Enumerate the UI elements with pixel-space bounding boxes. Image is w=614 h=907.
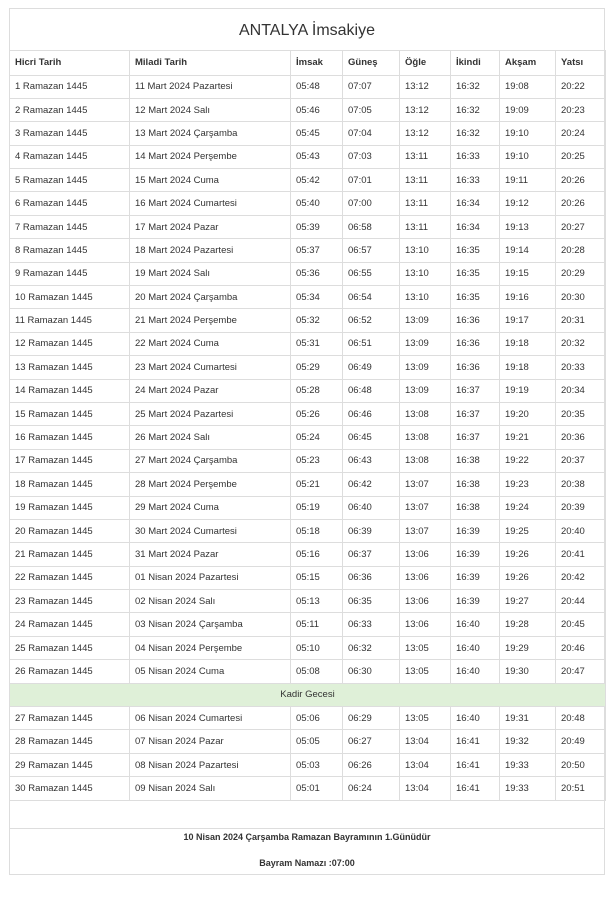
imsak-cell: 05:11: [291, 613, 343, 636]
table-row: [10, 543, 606, 566]
miladi-date-cell: 22 Mart 2024 Cuma: [130, 332, 291, 355]
gunes-cell: 07:07: [343, 75, 400, 98]
ogle-cell: 13:05: [400, 660, 451, 683]
hicri-date-cell: 23 Ramazan 1445: [10, 590, 130, 613]
gunes-cell: 06:29: [343, 707, 400, 730]
ikindi-cell: 16:34: [451, 215, 500, 238]
gunes-cell: 06:24: [343, 777, 400, 800]
ikindi-cell: 16:35: [451, 286, 500, 309]
imsak-cell: 05:16: [291, 543, 343, 566]
aksam-cell: 19:22: [500, 449, 556, 472]
ogle-cell: 13:06: [400, 543, 451, 566]
hicri-date-cell: 27 Ramazan 1445: [10, 707, 130, 730]
table-row: [10, 473, 606, 496]
imsak-cell: 05:15: [291, 566, 343, 589]
ikindi-cell: 16:32: [451, 98, 500, 121]
miladi-date-cell: 18 Mart 2024 Pazartesi: [130, 239, 291, 262]
gunes-cell: 07:04: [343, 122, 400, 145]
table-row: [10, 753, 606, 776]
table-row: [10, 215, 606, 238]
imsak-cell: 05:21: [291, 473, 343, 496]
miladi-date-cell: 21 Mart 2024 Perşembe: [130, 309, 291, 332]
header-ikindi: İkindi: [451, 51, 500, 76]
hicri-date-cell: 15 Ramazan 1445: [10, 402, 130, 425]
page-title: ANTALYA İmsakiye: [238, 22, 376, 39]
footer-divider: [9, 806, 605, 829]
table-row: [10, 192, 606, 215]
ogle-cell: 13:07: [400, 519, 451, 542]
table-row: [10, 402, 606, 425]
miladi-date-cell: 25 Mart 2024 Pazartesi: [130, 402, 291, 425]
imsak-cell: 05:05: [291, 730, 343, 753]
ogle-cell: 13:12: [400, 75, 451, 98]
hicri-date-cell: 17 Ramazan 1445: [10, 449, 130, 472]
imsak-cell: 05:39: [291, 215, 343, 238]
gunes-cell: 06:57: [343, 239, 400, 262]
imsak-cell: 05:34: [291, 286, 343, 309]
aksam-cell: 19:11: [500, 169, 556, 192]
table-row: [10, 75, 606, 98]
ikindi-cell: 16:39: [451, 543, 500, 566]
ikindi-cell: 16:37: [451, 402, 500, 425]
miladi-date-cell: 19 Mart 2024 Salı: [130, 262, 291, 285]
header-imsak: İmsak: [291, 51, 343, 76]
miladi-date-cell: 04 Nisan 2024 Perşembe: [130, 636, 291, 659]
ogle-cell: 13:11: [400, 145, 451, 168]
aksam-cell: 19:24: [500, 496, 556, 519]
imsak-cell: 05:42: [291, 169, 343, 192]
table-header-row: [10, 51, 606, 76]
table-row: [10, 145, 606, 168]
yatsi-cell: 20:26: [556, 169, 606, 192]
ogle-cell: 13:08: [400, 449, 451, 472]
yatsi-cell: 20:33: [556, 356, 606, 379]
imsak-cell: 05:31: [291, 332, 343, 355]
yatsi-cell: 20:38: [556, 473, 606, 496]
header-yatsi: Yatsı: [556, 51, 606, 76]
hicri-date-cell: 29 Ramazan 1445: [10, 753, 130, 776]
yatsi-cell: 20:34: [556, 379, 606, 402]
imsak-cell: 05:06: [291, 707, 343, 730]
ogle-cell: 13:06: [400, 590, 451, 613]
ogle-cell: 13:09: [400, 356, 451, 379]
bayram-note: 10 Nisan 2024 Çarşamba Ramazan Bayramının 1.Günüdür: [183, 832, 431, 842]
ogle-cell: 13:09: [400, 309, 451, 332]
ikindi-cell: 16:40: [451, 660, 500, 683]
header-gunes: Güneş: [343, 51, 400, 76]
hicri-date-cell: 9 Ramazan 1445: [10, 262, 130, 285]
table-row: [10, 590, 606, 613]
ogle-cell: 13:10: [400, 262, 451, 285]
miladi-date-cell: 15 Mart 2024 Cuma: [130, 169, 291, 192]
imsak-cell: 05:32: [291, 309, 343, 332]
ogle-cell: 13:08: [400, 426, 451, 449]
table-body: [10, 75, 606, 800]
aksam-cell: 19:25: [500, 519, 556, 542]
gunes-cell: 06:42: [343, 473, 400, 496]
yatsi-cell: 20:41: [556, 543, 606, 566]
ikindi-cell: 16:32: [451, 75, 500, 98]
aksam-cell: 19:29: [500, 636, 556, 659]
yatsi-cell: 20:29: [556, 262, 606, 285]
imsak-cell: 05:10: [291, 636, 343, 659]
ogle-cell: 13:07: [400, 473, 451, 496]
imsak-cell: 05:08: [291, 660, 343, 683]
yatsi-cell: 20:46: [556, 636, 606, 659]
imsak-cell: 05:03: [291, 753, 343, 776]
ogle-cell: 13:05: [400, 707, 451, 730]
imsak-cell: 05:48: [291, 75, 343, 98]
gunes-cell: 06:45: [343, 426, 400, 449]
hicri-date-cell: 28 Ramazan 1445: [10, 730, 130, 753]
hicri-date-cell: 12 Ramazan 1445: [10, 332, 130, 355]
miladi-date-cell: 14 Mart 2024 Perşembe: [130, 145, 291, 168]
ikindi-cell: 16:33: [451, 169, 500, 192]
kadir-gecesi-label: Kadir Gecesi: [10, 683, 606, 706]
table-row: [10, 707, 606, 730]
ikindi-cell: 16:40: [451, 613, 500, 636]
hicri-date-cell: 13 Ramazan 1445: [10, 356, 130, 379]
gunes-cell: 06:27: [343, 730, 400, 753]
ikindi-cell: 16:35: [451, 239, 500, 262]
gunes-cell: 06:36: [343, 566, 400, 589]
gunes-cell: 06:35: [343, 590, 400, 613]
hicri-date-cell: 30 Ramazan 1445: [10, 777, 130, 800]
ikindi-cell: 16:39: [451, 519, 500, 542]
yatsi-cell: 20:36: [556, 426, 606, 449]
bayram-namazi: Bayram Namazı :07:00: [259, 858, 355, 868]
ogle-cell: 13:08: [400, 402, 451, 425]
ikindi-cell: 16:36: [451, 332, 500, 355]
table-row: [10, 239, 606, 262]
gunes-cell: 06:58: [343, 215, 400, 238]
aksam-cell: 19:18: [500, 332, 556, 355]
table-row: [10, 730, 606, 753]
table-row: [10, 309, 606, 332]
ikindi-cell: 16:32: [451, 122, 500, 145]
miladi-date-cell: 01 Nisan 2024 Pazartesi: [130, 566, 291, 589]
miladi-date-cell: 09 Nisan 2024 Salı: [130, 777, 291, 800]
hicri-date-cell: 20 Ramazan 1445: [10, 519, 130, 542]
yatsi-cell: 20:42: [556, 566, 606, 589]
gunes-cell: 07:00: [343, 192, 400, 215]
aksam-cell: 19:31: [500, 707, 556, 730]
miladi-date-cell: 08 Nisan 2024 Pazartesi: [130, 753, 291, 776]
ogle-cell: 13:11: [400, 169, 451, 192]
gunes-cell: 06:30: [343, 660, 400, 683]
table-row: [10, 169, 606, 192]
miladi-date-cell: 02 Nisan 2024 Salı: [130, 590, 291, 613]
aksam-cell: 19:32: [500, 730, 556, 753]
aksam-cell: 19:23: [500, 473, 556, 496]
aksam-cell: 19:33: [500, 777, 556, 800]
gunes-cell: 07:01: [343, 169, 400, 192]
ikindi-cell: 16:37: [451, 379, 500, 402]
ogle-cell: 13:12: [400, 122, 451, 145]
gunes-cell: 06:51: [343, 332, 400, 355]
hicri-date-cell: 16 Ramazan 1445: [10, 426, 130, 449]
ogle-cell: 13:10: [400, 286, 451, 309]
aksam-cell: 19:28: [500, 613, 556, 636]
hicri-date-cell: 10 Ramazan 1445: [10, 286, 130, 309]
ikindi-cell: 16:36: [451, 309, 500, 332]
table-row: [10, 566, 606, 589]
miladi-date-cell: 26 Mart 2024 Salı: [130, 426, 291, 449]
ikindi-cell: 16:40: [451, 636, 500, 659]
aksam-cell: 19:13: [500, 215, 556, 238]
header-aksam: Akşam: [500, 51, 556, 76]
yatsi-cell: 20:30: [556, 286, 606, 309]
miladi-date-cell: 30 Mart 2024 Cumartesi: [130, 519, 291, 542]
table-row: [10, 660, 606, 683]
ikindi-cell: 16:40: [451, 707, 500, 730]
yatsi-cell: 20:23: [556, 98, 606, 121]
table-row: [10, 262, 606, 285]
yatsi-cell: 20:26: [556, 192, 606, 215]
imsak-cell: 05:01: [291, 777, 343, 800]
ogle-cell: 13:12: [400, 98, 451, 121]
aksam-cell: 19:30: [500, 660, 556, 683]
imsak-cell: 05:24: [291, 426, 343, 449]
yatsi-cell: 20:51: [556, 777, 606, 800]
yatsi-cell: 20:32: [556, 332, 606, 355]
table-row: [10, 356, 606, 379]
gunes-cell: 06:55: [343, 262, 400, 285]
ogle-cell: 13:09: [400, 332, 451, 355]
aksam-cell: 19:10: [500, 122, 556, 145]
aksam-cell: 19:27: [500, 590, 556, 613]
yatsi-cell: 20:37: [556, 449, 606, 472]
ogle-cell: 13:10: [400, 239, 451, 262]
ogle-cell: 13:11: [400, 192, 451, 215]
miladi-date-cell: 03 Nisan 2024 Çarşamba: [130, 613, 291, 636]
table-row: [10, 286, 606, 309]
yatsi-cell: 20:48: [556, 707, 606, 730]
gunes-cell: 06:40: [343, 496, 400, 519]
ogle-cell: 13:06: [400, 566, 451, 589]
hicri-date-cell: 3 Ramazan 1445: [10, 122, 130, 145]
ikindi-cell: 16:39: [451, 566, 500, 589]
aksam-cell: 19:10: [500, 145, 556, 168]
table-row: [10, 379, 606, 402]
yatsi-cell: 20:47: [556, 660, 606, 683]
hicri-date-cell: 4 Ramazan 1445: [10, 145, 130, 168]
yatsi-cell: 20:25: [556, 145, 606, 168]
gunes-cell: 06:32: [343, 636, 400, 659]
table-row: [10, 449, 606, 472]
gunes-cell: 06:26: [343, 753, 400, 776]
miladi-date-cell: 06 Nisan 2024 Cumartesi: [130, 707, 291, 730]
miladi-date-cell: 29 Mart 2024 Cuma: [130, 496, 291, 519]
yatsi-cell: 20:35: [556, 402, 606, 425]
imsak-cell: 05:40: [291, 192, 343, 215]
hicri-date-cell: 19 Ramazan 1445: [10, 496, 130, 519]
imsak-cell: 05:18: [291, 519, 343, 542]
yatsi-cell: 20:49: [556, 730, 606, 753]
yatsi-cell: 20:39: [556, 496, 606, 519]
ogle-cell: 13:11: [400, 215, 451, 238]
ikindi-cell: 16:39: [451, 590, 500, 613]
ikindi-cell: 16:38: [451, 449, 500, 472]
ogle-cell: 13:05: [400, 636, 451, 659]
kadir-gecesi-row: [10, 683, 606, 706]
yatsi-cell: 20:50: [556, 753, 606, 776]
aksam-cell: 19:19: [500, 379, 556, 402]
table-row: [10, 332, 606, 355]
imsak-cell: 05:19: [291, 496, 343, 519]
hicri-date-cell: 14 Ramazan 1445: [10, 379, 130, 402]
gunes-cell: 06:33: [343, 613, 400, 636]
ikindi-cell: 16:41: [451, 753, 500, 776]
miladi-date-cell: 16 Mart 2024 Cumartesi: [130, 192, 291, 215]
hicri-date-cell: 1 Ramazan 1445: [10, 75, 130, 98]
yatsi-cell: 20:22: [556, 75, 606, 98]
ikindi-cell: 16:33: [451, 145, 500, 168]
table-row: [10, 122, 606, 145]
aksam-cell: 19:15: [500, 262, 556, 285]
imsak-cell: 05:43: [291, 145, 343, 168]
hicri-date-cell: 18 Ramazan 1445: [10, 473, 130, 496]
aksam-cell: 19:17: [500, 309, 556, 332]
table-row: [10, 496, 606, 519]
aksam-cell: 19:12: [500, 192, 556, 215]
imsak-cell: 05:29: [291, 356, 343, 379]
aksam-cell: 19:14: [500, 239, 556, 262]
ikindi-cell: 16:41: [451, 730, 500, 753]
hicri-date-cell: 22 Ramazan 1445: [10, 566, 130, 589]
ogle-cell: 13:04: [400, 777, 451, 800]
aksam-cell: 19:09: [500, 98, 556, 121]
yatsi-cell: 20:44: [556, 590, 606, 613]
ikindi-cell: 16:37: [451, 426, 500, 449]
hicri-date-cell: 11 Ramazan 1445: [10, 309, 130, 332]
miladi-date-cell: 11 Mart 2024 Pazartesi: [130, 75, 291, 98]
table-row: [10, 426, 606, 449]
aksam-cell: 19:18: [500, 356, 556, 379]
aksam-cell: 19:21: [500, 426, 556, 449]
table-row: [10, 98, 606, 121]
miladi-date-cell: 27 Mart 2024 Çarşamba: [130, 449, 291, 472]
imsak-cell: 05:45: [291, 122, 343, 145]
aksam-cell: 19:16: [500, 286, 556, 309]
miladi-date-cell: 28 Mart 2024 Perşembe: [130, 473, 291, 496]
hicri-date-cell: 5 Ramazan 1445: [10, 169, 130, 192]
miladi-date-cell: 17 Mart 2024 Pazar: [130, 215, 291, 238]
hicri-date-cell: 6 Ramazan 1445: [10, 192, 130, 215]
table-row: [10, 777, 606, 800]
gunes-cell: 06:39: [343, 519, 400, 542]
imsak-cell: 05:46: [291, 98, 343, 121]
aksam-cell: 19:26: [500, 566, 556, 589]
ikindi-cell: 16:36: [451, 356, 500, 379]
ogle-cell: 13:04: [400, 753, 451, 776]
ikindi-cell: 16:38: [451, 473, 500, 496]
imsak-cell: 05:13: [291, 590, 343, 613]
aksam-cell: 19:33: [500, 753, 556, 776]
miladi-date-cell: 05 Nisan 2024 Cuma: [130, 660, 291, 683]
miladi-date-cell: 31 Mart 2024 Pazar: [130, 543, 291, 566]
table-row: [10, 519, 606, 542]
miladi-date-cell: 23 Mart 2024 Cumartesi: [130, 356, 291, 379]
imsak-cell: 05:37: [291, 239, 343, 262]
miladi-date-cell: 20 Mart 2024 Çarşamba: [130, 286, 291, 309]
gunes-cell: 06:37: [343, 543, 400, 566]
gunes-cell: 07:05: [343, 98, 400, 121]
hicri-date-cell: 26 Ramazan 1445: [10, 660, 130, 683]
gunes-cell: 07:03: [343, 145, 400, 168]
ogle-cell: 13:07: [400, 496, 451, 519]
hicri-date-cell: 24 Ramazan 1445: [10, 613, 130, 636]
yatsi-cell: 20:27: [556, 215, 606, 238]
yatsi-cell: 20:28: [556, 239, 606, 262]
hicri-date-cell: 25 Ramazan 1445: [10, 636, 130, 659]
ogle-cell: 13:04: [400, 730, 451, 753]
gunes-cell: 06:48: [343, 379, 400, 402]
gunes-cell: 06:46: [343, 402, 400, 425]
gunes-cell: 06:49: [343, 356, 400, 379]
ikindi-cell: 16:38: [451, 496, 500, 519]
miladi-date-cell: 24 Mart 2024 Pazar: [130, 379, 291, 402]
header-ogle: Öğle: [400, 51, 451, 76]
ogle-cell: 13:09: [400, 379, 451, 402]
miladi-date-cell: 13 Mart 2024 Çarşamba: [130, 122, 291, 145]
imsak-cell: 05:26: [291, 402, 343, 425]
gunes-cell: 06:54: [343, 286, 400, 309]
gunes-cell: 06:52: [343, 309, 400, 332]
hicri-date-cell: 21 Ramazan 1445: [10, 543, 130, 566]
yatsi-cell: 20:40: [556, 519, 606, 542]
aksam-cell: 19:08: [500, 75, 556, 98]
yatsi-cell: 20:45: [556, 613, 606, 636]
miladi-date-cell: 12 Mart 2024 Salı: [130, 98, 291, 121]
aksam-cell: 19:26: [500, 543, 556, 566]
imsak-cell: 05:28: [291, 379, 343, 402]
header-miladi: Miladi Tarih: [130, 51, 291, 76]
imsakiye-table: [9, 50, 606, 801]
table-row: [10, 636, 606, 659]
table-row: [10, 613, 606, 636]
imsak-cell: 05:36: [291, 262, 343, 285]
gunes-cell: 06:43: [343, 449, 400, 472]
yatsi-cell: 20:31: [556, 309, 606, 332]
hicri-date-cell: 2 Ramazan 1445: [10, 98, 130, 121]
ikindi-cell: 16:34: [451, 192, 500, 215]
header-hicri: Hicri Tarih: [10, 51, 130, 76]
yatsi-cell: 20:24: [556, 122, 606, 145]
hicri-date-cell: 7 Ramazan 1445: [10, 215, 130, 238]
ikindi-cell: 16:35: [451, 262, 500, 285]
aksam-cell: 19:20: [500, 402, 556, 425]
hicri-date-cell: 8 Ramazan 1445: [10, 239, 130, 262]
ogle-cell: 13:06: [400, 613, 451, 636]
miladi-date-cell: 07 Nisan 2024 Pazar: [130, 730, 291, 753]
ikindi-cell: 16:41: [451, 777, 500, 800]
imsak-cell: 05:23: [291, 449, 343, 472]
